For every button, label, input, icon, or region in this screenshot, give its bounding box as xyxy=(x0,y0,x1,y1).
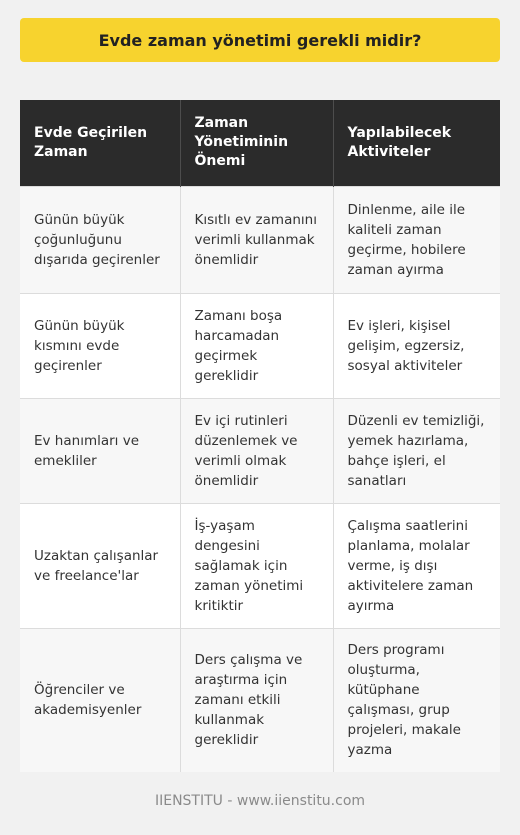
footer-credit: IIENSTITU - www.iienstitu.com xyxy=(154,793,366,809)
column-header: Zaman Yönetiminin Önemi xyxy=(180,100,333,186)
table-row xyxy=(20,503,500,628)
column-header: Yapılabilecek Aktiviteler xyxy=(333,100,500,186)
table-cell: Düzenli ev temizliği, yemek hazırlama, bahçe işleri, el sanatları xyxy=(333,398,500,503)
table-row xyxy=(20,398,500,503)
table-cell: Ev içi rutinleri düzenlemek ve verimli olmak önemlidir xyxy=(180,398,333,503)
table-cell: İş-yaşam dengesini sağlamak için zaman yönetimi kritiktir xyxy=(180,503,333,628)
table-row xyxy=(20,293,500,398)
table-cell: Kısıtlı ev zamanını verimli kullanmak önemlidir xyxy=(180,186,333,293)
table-cell: Ev hanımları ve emekliler xyxy=(20,398,180,503)
table-row xyxy=(20,628,500,772)
table-cell: Ders programı oluşturma, kütüphane çalışması, grup projeleri, makale yazma xyxy=(333,628,500,772)
table-header-row xyxy=(20,100,500,186)
comparison-table xyxy=(20,100,500,772)
table-cell: Ders çalışma ve araştırma için zamanı etkili kullanmak gereklidir xyxy=(180,628,333,772)
column-header: Evde Geçirilen Zaman xyxy=(20,100,180,186)
table-row xyxy=(20,186,500,293)
table-cell: Günün büyük çoğunluğunu dışarıda geçirenler xyxy=(20,186,180,293)
table-cell: Çalışma saatlerini planlama, molalar verme, iş dışı aktivitelere zaman ayırma xyxy=(333,503,500,628)
table-cell: Günün büyük kısmını evde geçirenler xyxy=(20,293,180,398)
title-banner xyxy=(20,18,500,62)
table-cell: Dinlenme, aile ile kaliteli zaman geçirme, hobilere zaman ayırma xyxy=(333,186,500,293)
table-cell: Öğrenciler ve akademisyenler xyxy=(20,628,180,772)
table-cell: Zamanı boşa harcamadan geçirmek gereklidir xyxy=(180,293,333,398)
page-title: Evde zaman yönetimi gerekli midir? xyxy=(98,30,422,50)
table-cell: Ev işleri, kişisel gelişim, egzersiz, sosyal aktiviteler xyxy=(333,293,500,398)
table-cell: Uzaktan çalışanlar ve freelance'lar xyxy=(20,503,180,628)
